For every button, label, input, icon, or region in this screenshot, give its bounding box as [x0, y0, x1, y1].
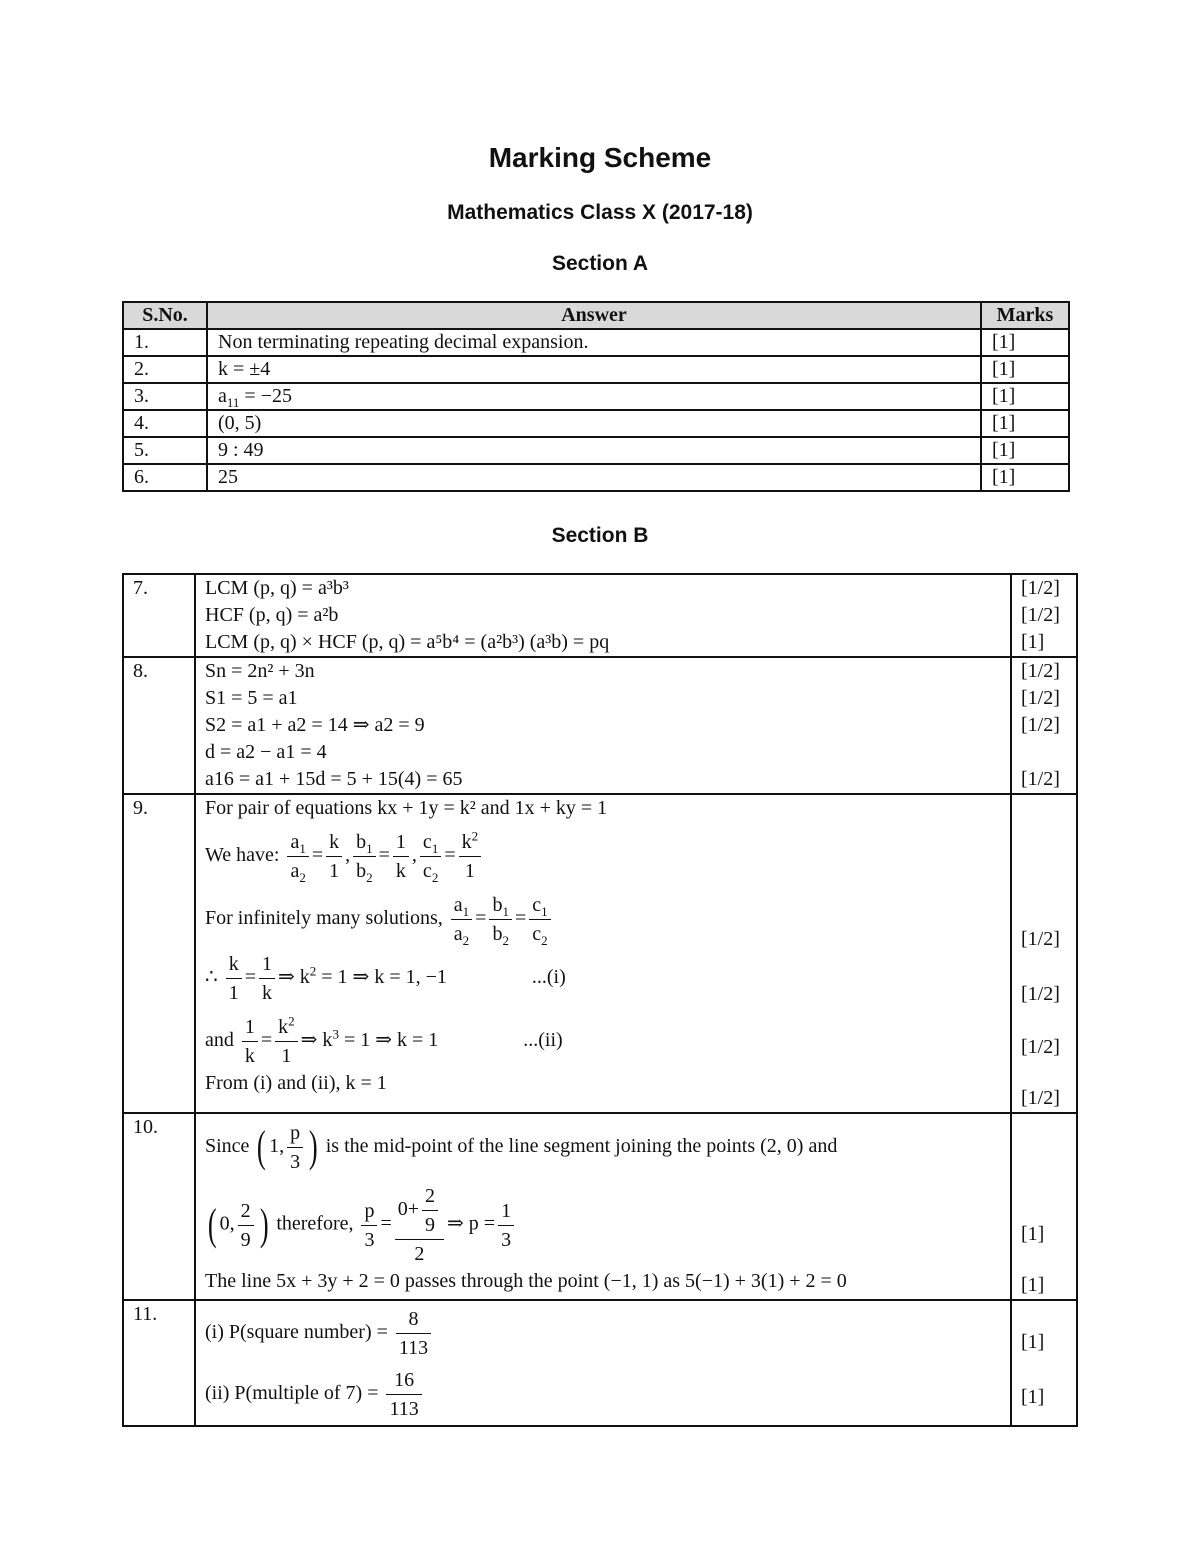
section-a-title: Section A [551, 252, 649, 275]
table-row [123, 574, 1077, 657]
marks-cell: [1] [981, 464, 1069, 491]
sno-cell: 10. [123, 1113, 195, 1300]
therefore-icon: ∴ [205, 966, 218, 989]
answer-cell: 25 [207, 464, 981, 491]
mark-value: [1] [1021, 1331, 1045, 1353]
table-row [123, 657, 1077, 794]
mark-value: [1/2] [1021, 660, 1060, 682]
fraction: $\frac{p}{3}$ [287, 1119, 303, 1176]
answer-line: The line 5x + 3y + 2 = 0 passes through the point (−1, 1) as 5(−1) + 3(1) + 2 = 0 [205, 1270, 847, 1292]
mark-value: [1/2] [1021, 714, 1060, 736]
table-row [123, 1300, 1077, 1426]
fraction: $\frac{1}{k}$ [242, 1013, 258, 1070]
answer-cell [195, 574, 1011, 657]
condition-line: For infinitely many solutions, $\frac{a_1}{a_2}$ = $\frac{b_1}{b_2}$ = $\frac{c_1}{c_2}$ [205, 891, 1001, 948]
mark-value: [1] [1021, 631, 1045, 653]
mark-value: [1/2] [1021, 928, 1060, 950]
since-label: Since [205, 1135, 250, 1157]
since-rest: is the mid-point of the line segment joining the points (2, 0) and [325, 1135, 838, 1157]
sno-cell: 3. [123, 383, 207, 410]
marks-cell: [1] [981, 383, 1069, 410]
answer-line: a16 = a1 + 15d = 5 + 15(4) = 65 [205, 768, 463, 790]
answer-cell [195, 794, 1011, 1113]
fraction: $\frac{a_1}{a_2}$ [287, 828, 308, 885]
answer-line: LCM (p, q) = a³b³ [205, 577, 349, 599]
infinite-label: For infinitely many solutions, [205, 907, 443, 930]
table-row [123, 356, 1069, 383]
fraction: 0+ $\frac{2}{9}$ 2 [395, 1182, 444, 1268]
mark-value [1021, 739, 1067, 766]
fraction: $\frac{c_1}{c_2}$ [420, 828, 441, 885]
therefore-label: therefore, [276, 1212, 354, 1235]
sno-cell: 8. [123, 657, 195, 794]
midpoint-line: Since ( 1, $\frac{p}{3}$ ) is the mid-point of the line segment joining the points (2, 0) and [205, 1114, 1001, 1178]
sno-cell: 1. [123, 329, 207, 356]
sno-cell: 9. [123, 794, 195, 1113]
solve-line: ( 0, $\frac{2}{9}$ ) therefore, $\frac{p}{3}$ = 0+ $\frac{2}{9}$ 2 ⇒ p = $\frac{1}{3}$ [205, 1182, 1001, 1268]
table-header-row [123, 302, 1069, 329]
we-have-label: We have: [205, 844, 280, 867]
sno-cell: 2. [123, 356, 207, 383]
answer-line: Sn = 2n² + 3n [205, 660, 315, 682]
marks-cell [1011, 794, 1077, 1113]
answer-line: From (i) and (ii), k = 1 [205, 1072, 387, 1094]
equation-ii-line: and $\frac{1}{k}$ = $\frac{k^2}{1}$ ⇒ $k^3 = 1$ ⇒ k = 1 ...(ii) [205, 1013, 1001, 1070]
table-row [123, 410, 1069, 437]
answer-line: HCF (p, q) = a²b [205, 604, 339, 626]
table-row [123, 383, 1069, 410]
mark-value: [1/2] [1021, 577, 1060, 599]
marks-cell [1011, 657, 1077, 794]
fraction: $\frac{8}{113}$ [396, 1305, 431, 1362]
equation-tag: ...(ii) [523, 1029, 563, 1052]
mark-value: [1/2] [1021, 604, 1060, 626]
answer-cell [195, 657, 1011, 794]
sno-cell: 4. [123, 410, 207, 437]
mark-value: [1/2] [1021, 983, 1060, 1005]
marks-cell: [1] [981, 437, 1069, 464]
sno-cell: 6. [123, 464, 207, 491]
answer-text: $a_{11} = -25$ [218, 385, 292, 410]
sno-cell: 5. [123, 437, 207, 464]
answer-line: LCM (p, q) × HCF (p, q) = a⁵b⁴ = (a²b³) (a³b) = pq [205, 631, 610, 653]
probability-label: (ii) P(multiple of 7) = [205, 1382, 379, 1405]
answer-line: d = a2 − a1 = 4 [205, 741, 327, 763]
mark-value: [1/2] [1021, 1087, 1060, 1109]
column-header-sno: S.No. [123, 302, 207, 329]
and-label: and [205, 1029, 234, 1052]
answer-cell [195, 1300, 1011, 1426]
sno-cell: 11. [123, 1300, 195, 1426]
answer-line: S1 = 5 = a1 [205, 687, 298, 709]
fraction: $\frac{k}{1}$ [326, 828, 342, 885]
equation-tag: ...(i) [531, 966, 566, 989]
fraction: $\frac{b_1}{b_2}$ [353, 828, 376, 885]
fraction: $\frac{2}{9}$ [238, 1197, 254, 1254]
answer-cell [195, 1113, 1011, 1300]
fraction: $\frac{k^2}{1}$ [275, 1013, 298, 1070]
table-row [123, 464, 1069, 491]
mark-value: [1/2] [1021, 687, 1060, 709]
mark-value: [1] [1021, 1223, 1045, 1245]
fraction: $\frac{k}{1}$ [226, 950, 242, 1007]
page-subtitle: Mathematics Class X (2017-18) [447, 201, 753, 224]
fraction: $\frac{a_1}{a_2}$ [451, 891, 472, 948]
table-row [123, 329, 1069, 356]
answer-line: For pair of equations kx + 1y = k² and 1x + ky = 1 [205, 797, 608, 819]
fraction: $\frac{1}{k}$ [259, 950, 275, 1007]
marks-cell: [1] [981, 356, 1069, 383]
ratio-line: We have: $\frac{a_1}{a_2}$ = $\frac{k}{1}$ , $\frac{b_1}{b_2}$ = $\frac{1}{k}$ , $\frac{c_1}{c_2}$ = $\frac{k^2}{1}$ [205, 828, 1001, 885]
answer-cell: 9 : 49 [207, 437, 981, 464]
answer-cell [207, 383, 981, 410]
marks-cell: [1] [981, 329, 1069, 356]
table-row [123, 1113, 1077, 1300]
answer-line: S2 = a1 + a2 = 14 ⇒ a2 = 9 [205, 714, 425, 736]
probability-line [205, 1366, 1001, 1423]
marks-cell [1011, 574, 1077, 657]
section-b-title: Section B [551, 524, 649, 547]
table-row [123, 437, 1069, 464]
section-b-table [122, 573, 1078, 1427]
mark-value: [1/2] [1021, 1036, 1060, 1058]
section-a-table [122, 301, 1070, 492]
fraction: $\frac{k^2}{1}$ [459, 828, 482, 885]
column-header-marks: Marks [981, 302, 1069, 329]
mark-value: [1] [1021, 1386, 1045, 1408]
column-header-answer: Answer [207, 302, 981, 329]
probability-line [205, 1305, 1001, 1362]
sno-cell: 7. [123, 574, 195, 657]
answer-cell: Non terminating repeating decimal expansion. [207, 329, 981, 356]
page-title: Marking Scheme [488, 142, 712, 173]
fraction: $\frac{1}{3}$ [498, 1197, 514, 1254]
marks-cell [1011, 1300, 1077, 1426]
mark-value: [1/2] [1021, 768, 1060, 790]
answer-cell: k = ±4 [207, 356, 981, 383]
probability-label: (i) P(square number) = [205, 1321, 388, 1344]
answer-cell: (0, 5) [207, 410, 981, 437]
marks-cell [1011, 1113, 1077, 1300]
mark-value: [1] [1021, 1274, 1045, 1296]
table-row [123, 794, 1077, 1113]
fraction: $\frac{1}{k}$ [393, 828, 409, 885]
fraction: $\frac{c_1}{c_2}$ [529, 891, 550, 948]
fraction: $\frac{16}{113}$ [386, 1366, 421, 1423]
fraction: $\frac{b_1}{b_2}$ [489, 891, 512, 948]
fraction: $\frac{p}{3}$ [361, 1197, 377, 1254]
equation-i-line: ∴ $\frac{k}{1}$ = $\frac{1}{k}$ ⇒ $k^2 = 1$ ⇒ k = 1, −1 ...(i) [205, 950, 1001, 1007]
marks-cell: [1] [981, 410, 1069, 437]
